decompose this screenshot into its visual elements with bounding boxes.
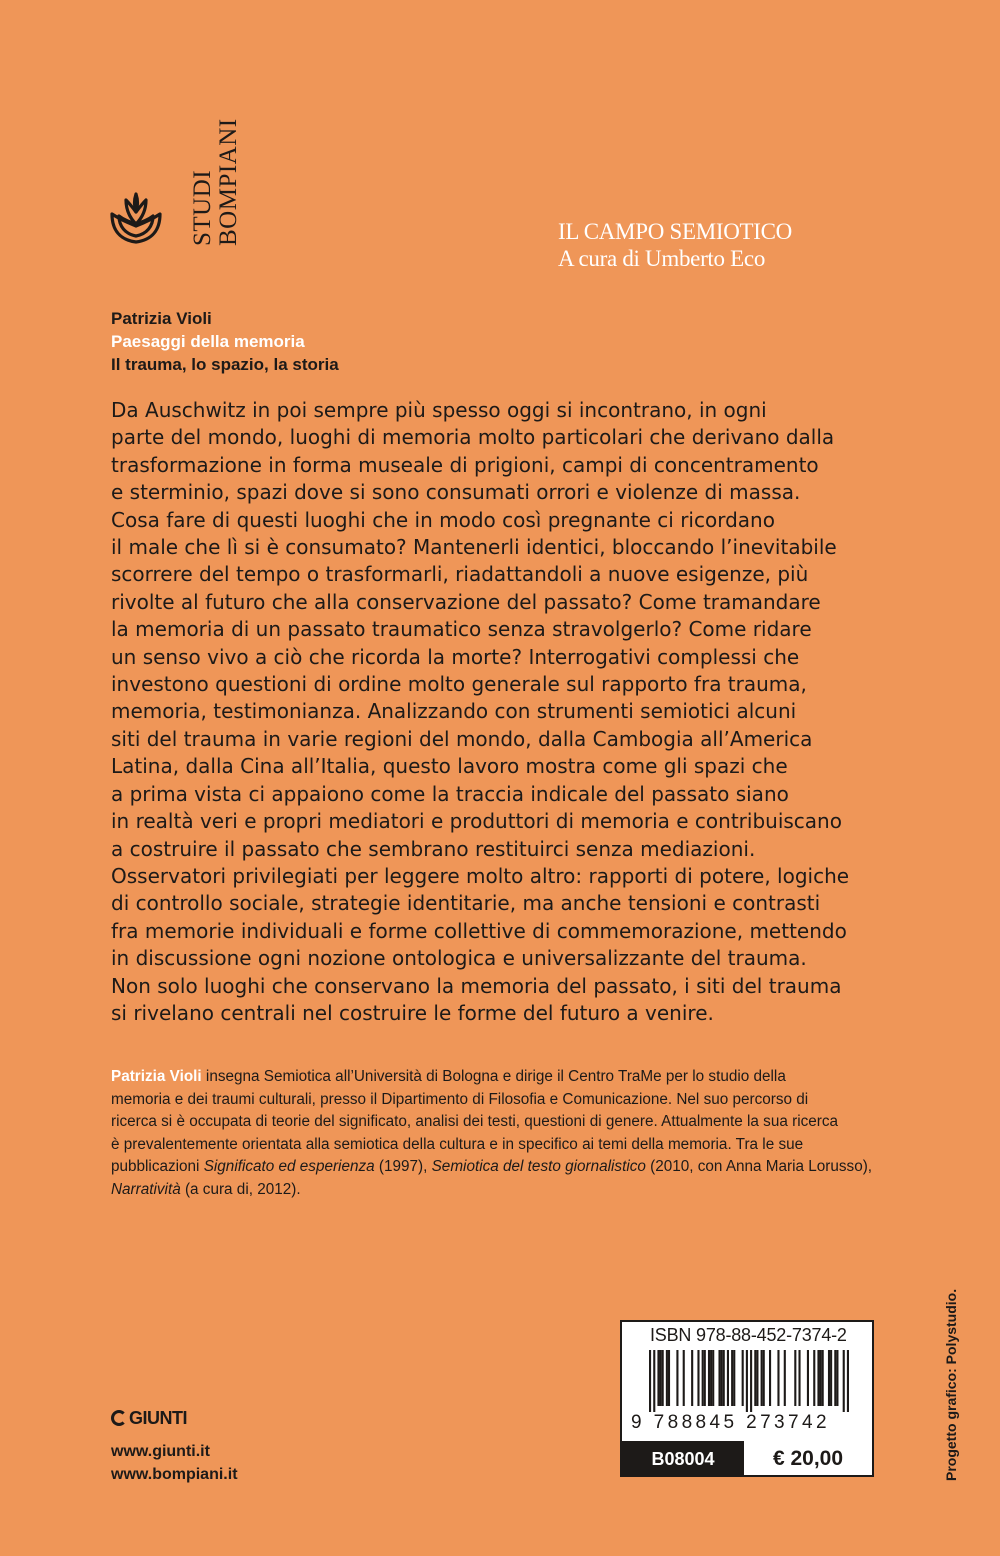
barcode-bar	[704, 1350, 706, 1406]
blurb-line: rivolte al futuro che alla conservazione del passato? Come tramandare	[111, 589, 821, 614]
ean-digits: 9 788845 273742	[631, 1412, 830, 1433]
bio-text: (2010, con Anna Maria Lorusso),	[645, 1158, 873, 1176]
barcode-bar	[691, 1350, 693, 1406]
bio-line	[111, 1156, 911, 1179]
barcode-bar	[697, 1350, 699, 1406]
blurb-line: in realtà veri e propri mediatori e produttori di memoria e contribuiscano	[111, 809, 842, 834]
blurb-line: in discussione ogni nozione ontologica e universalizzante del trauma.	[111, 946, 807, 971]
publisher-urls	[111, 1440, 238, 1486]
barcode-icon	[649, 1350, 849, 1412]
series-brand-line1: STUDI	[189, 169, 216, 246]
bio-line	[111, 1179, 911, 1202]
barcode-bar	[822, 1350, 824, 1406]
series-heading	[558, 218, 792, 272]
blurb-line: scorrere del tempo o trasformarli, riadattandoli a nuove esigenze, più	[111, 562, 809, 587]
blurb-line: memoria, testimonianza. Analizzando con strumenti semiotici alcuni	[111, 699, 797, 724]
barcode-bar	[828, 1350, 830, 1406]
barcode-bar	[653, 1350, 655, 1412]
barcode-bar	[763, 1350, 765, 1406]
bio-line: è prevalentemente orientata alla semiotica della cultura e in specifico ai temi della memoria. Tra le sue	[111, 1135, 804, 1153]
barcode-bar	[843, 1350, 845, 1412]
product-code: B08004	[622, 1441, 744, 1477]
blurb-line: Non solo luoghi che conservano la memoria del passato, i siti del trauma	[111, 973, 842, 998]
blurb-line: la memoria di un passato traumatico senza stravolgerlo? Come ridare	[111, 617, 812, 642]
design-credit: Progetto grafico: Polystudio.	[943, 1288, 959, 1481]
barcode-bar	[807, 1350, 809, 1406]
barcode-bar	[836, 1350, 838, 1406]
blurb-line: investono questioni di ordine molto generale sul rapporto fra trauma,	[111, 672, 807, 697]
book-subtitle: Il trauma, lo spazio, la storia	[111, 355, 339, 374]
barcode-bar	[712, 1350, 714, 1406]
barcode-bar	[756, 1350, 758, 1406]
bio-line: ricerca si è occupata di teorie del significato, analisi dei testi, questioni di genere. Attualmente la sua ricerca	[111, 1113, 838, 1131]
barcode-bar	[784, 1350, 786, 1406]
series-brand-line2: BOMPIANI	[215, 118, 242, 246]
barcode-bar	[683, 1350, 685, 1406]
barcode-bar	[813, 1350, 815, 1406]
barcode-bar	[666, 1350, 668, 1406]
barcode-bar	[794, 1350, 796, 1406]
barcode-bar	[777, 1350, 779, 1406]
blurb-line: a prima vista ci appaiono come la traccia indicale del passato siano	[111, 781, 789, 806]
bio-pub-title: Narratività	[111, 1180, 181, 1198]
url-bompiani: www.bompiani.it	[111, 1466, 238, 1483]
barcode-bar	[847, 1350, 849, 1412]
blurb-line: parte del mondo, luoghi di memoria molto particolari che derivano dalla	[111, 425, 835, 450]
series-title: IL CAMPO SEMIOTICO	[558, 219, 792, 244]
bio-text: insegna Semiotica all’Università di Bologna e dirige il Centro TraMe per lo studio della	[201, 1068, 786, 1085]
publisher-logo	[111, 1406, 187, 1430]
barcode-bar	[733, 1350, 735, 1406]
barcode-bar	[710, 1350, 712, 1406]
blurb-line: Latina, dalla Cina all’Italia, questo lavoro mostra come gli spazi che	[111, 754, 788, 779]
series-editor: A cura di Umberto Eco	[558, 246, 766, 271]
book-title: Paesaggi della memoria	[111, 332, 305, 351]
blurb-line: Da Auschwitz in poi sempre più spesso oggi si incontrano, in ogni	[111, 398, 767, 422]
barcode-bar	[742, 1350, 744, 1406]
blurb-line: un senso vivo a ciò che ricorda la morte? Interrogativi complessi che	[111, 644, 800, 669]
barcode-bar	[723, 1350, 725, 1406]
barcode-bar	[668, 1350, 670, 1406]
author-bio	[111, 1066, 911, 1202]
barcode-bar	[820, 1350, 822, 1406]
isbn-label: ISBN 978-88-452-7374-2	[650, 1325, 847, 1345]
blurb-line: Osservatori privilegiati per leggere molto altro: rapporti di potere, logiche	[111, 863, 850, 888]
barcode-bar	[660, 1350, 662, 1406]
barcode-bar	[727, 1350, 729, 1406]
blurb-line: il male che lì si è consumato? Mantenerli identici, bloccando l’inevitabile	[111, 535, 837, 560]
bio-pub-title: Semiotica del testo giornalistico	[431, 1158, 646, 1176]
price: € 20,00	[772, 1447, 844, 1470]
barcode-bar	[657, 1350, 659, 1406]
barcode-bar	[649, 1350, 651, 1412]
barcode-bar	[830, 1350, 832, 1406]
bio-text: (1997),	[374, 1158, 432, 1176]
barcode-bar	[731, 1350, 733, 1406]
barcode-bar	[750, 1350, 752, 1412]
barcode-bar	[746, 1350, 748, 1412]
blurb-line: si rivelano centrali nel costruire le forme del futuro a venire.	[111, 1000, 714, 1025]
blurb-line: siti del trauma in varie regioni del mondo, dalla Cambogia all’America	[111, 726, 813, 751]
bio-pub-title: Significato ed esperienza	[203, 1158, 375, 1176]
price-row	[622, 1441, 872, 1477]
barcode-bar	[676, 1350, 678, 1406]
barcode-bar	[718, 1350, 720, 1406]
blurb-line: e sterminio, spazi dove si sono consumati orrori e violenze di massa.	[111, 480, 801, 505]
author-name: Patrizia Violi	[111, 309, 212, 328]
blurb-line: a costruire il passato che sembrano restituirci senza mediazioni.	[111, 836, 756, 861]
barcode-box	[620, 1320, 874, 1477]
blurb-line: fra memorie individuali e forme collettive di commemorazione, mettendo	[111, 918, 847, 943]
url-giunti: www.giunti.it	[111, 1443, 210, 1460]
barcode-bar	[721, 1350, 723, 1406]
book-info	[111, 307, 339, 376]
bio-author-name: Patrizia Violi	[111, 1068, 202, 1085]
barcode-bar	[798, 1350, 800, 1406]
barcode-bar	[817, 1350, 819, 1406]
blurb-line: trasformazione in forma museale di prigioni, campi di concentramento	[111, 452, 819, 477]
barcode-bar	[708, 1350, 710, 1406]
barcode-bar	[834, 1350, 836, 1406]
tulip-flower-icon	[108, 190, 164, 246]
barcode-bar	[662, 1350, 664, 1406]
bio-text: (a cura di, 2012).	[180, 1180, 301, 1198]
barcode-bar	[702, 1350, 704, 1406]
giunti-g-icon	[111, 1410, 127, 1426]
barcode-bar	[769, 1350, 771, 1406]
publisher-name: GIUNTI	[129, 1407, 187, 1428]
barcode-bar	[761, 1350, 763, 1406]
blurb-line: di controllo sociale, strategie identitarie, ma anche tensioni e contrasti	[111, 891, 821, 916]
bio-line: memoria e dei traumi culturali, presso il Dipartimento di Filosofia e Comunicazione. Nel suo percorso di	[111, 1090, 809, 1108]
barcode-bar	[754, 1350, 756, 1406]
bio-text: pubblicazioni	[111, 1158, 204, 1176]
bio-line	[111, 1066, 911, 1089]
blurb-line: Cosa fare di questi luoghi che in modo così pregnante ci ricordano	[111, 507, 775, 532]
series-brand	[190, 118, 242, 246]
blurb-text	[111, 397, 901, 1027]
